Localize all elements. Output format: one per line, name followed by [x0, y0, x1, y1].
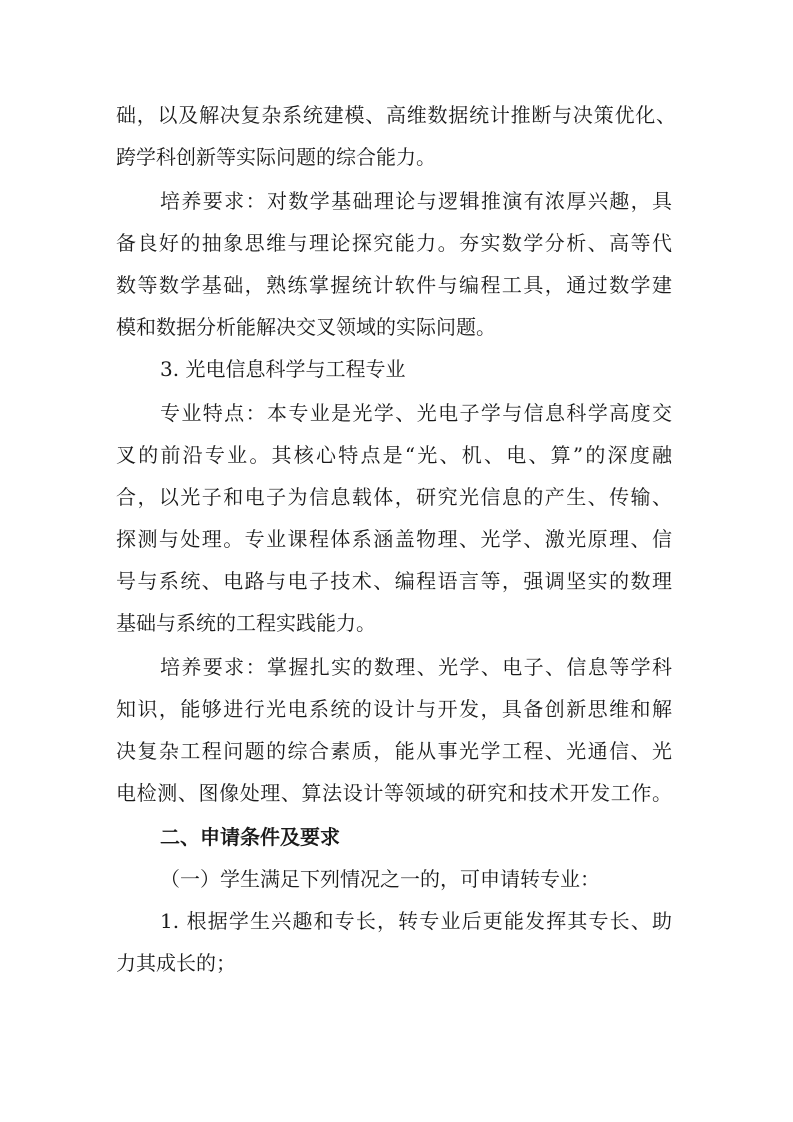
paragraph-line: 培养要求：对数学基础理论与逻辑推演有浓厚兴趣，具	[160, 189, 672, 213]
paragraph-line: 力其成长的；	[116, 951, 236, 975]
paragraph-line: 探测与处理。专业课程体系涵盖物理、光学、激光原理、信	[116, 527, 672, 551]
paragraph-line: 知识，能够进行光电系统的设计与开发，具备创新思维和解	[116, 697, 672, 721]
paragraph-line: 1. 根据学生兴趣和专长，转专业后更能发挥其专长、助	[160, 909, 672, 933]
paragraph-line: 合，以光子和电子为信息载体，研究光信息的产生、传输、	[116, 485, 672, 509]
paragraph-line: 跨学科创新等实际问题的综合能力。	[116, 145, 436, 169]
paragraph-line: 决复杂工程问题的综合素质，能从事光学工程、光通信、光	[116, 739, 672, 763]
section-title: 3. 光电信息科学与工程专业	[160, 357, 406, 381]
paragraph-line: 培养要求：掌握扎实的数理、光学、电子、信息等学科	[160, 655, 672, 679]
paragraph-line: 叉的前沿专业。其核心特点是“光、机、电、算”的深度融	[116, 443, 672, 467]
paragraph-line: 备良好的抽象思维与理论探究能力。夯实数学分析、高等代	[116, 231, 672, 255]
paragraph-line: 模和数据分析能解决交叉领域的实际问题。	[116, 315, 496, 339]
paragraph-line: 基础与系统的工程实践能力。	[116, 611, 376, 635]
paragraph-line: 专业特点：本专业是光学、光电子学与信息科学高度交	[160, 401, 672, 425]
paragraph-line: 号与系统、电路与电子技术、编程语言等，强调坚实的数理	[116, 569, 672, 593]
paragraph-line: 础，以及解决复杂系统建模、高维数据统计推断与决策优化、	[116, 103, 676, 127]
section-heading: 二、申请条件及要求	[160, 825, 340, 849]
subsection-title: （一）学生满足下列情况之一的，可申请转专业：	[160, 867, 600, 891]
paragraph-line: 电检测、图像处理、算法设计等领域的研究和技术开发工作。	[116, 781, 672, 805]
paragraph-line: 数等数学基础，熟练掌握统计软件与编程工具，通过数学建	[116, 273, 672, 297]
